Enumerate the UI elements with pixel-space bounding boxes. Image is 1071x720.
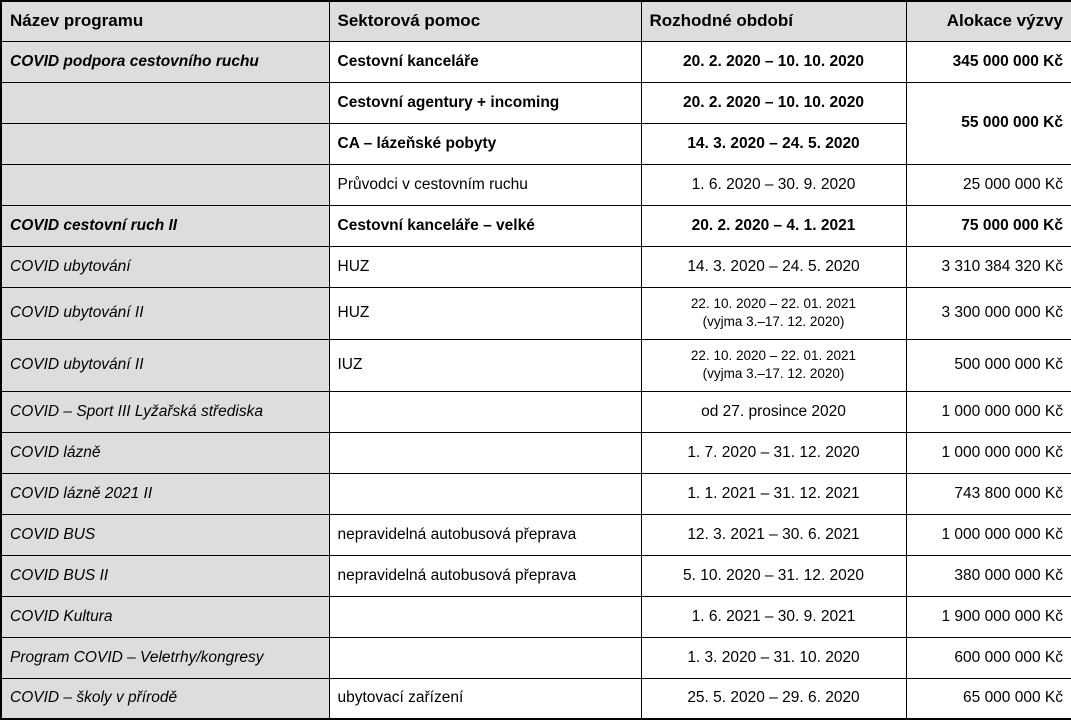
sector-cell: IUZ — [329, 339, 641, 391]
header-sector-aid: Sektorová pomoc — [329, 1, 641, 41]
sector-cell — [329, 596, 641, 637]
table-row — [1, 555, 1071, 596]
program-name-cell: COVID podpora cestovního ruchu — [1, 41, 329, 82]
table-row — [1, 596, 1071, 637]
allocation-cell: 1 000 000 000 Kč — [906, 514, 1071, 555]
sector-cell: HUZ — [329, 287, 641, 339]
period-cell: 5. 10. 2020 – 31. 12. 2020 — [641, 555, 906, 596]
allocation-cell: 1 000 000 000 Kč — [906, 432, 1071, 473]
sector-cell: Průvodci v cestovním ruchu — [329, 164, 641, 205]
sector-cell: CA – lázeňské pobyty — [329, 123, 641, 164]
period-cell: 20. 2. 2020 – 4. 1. 2021 — [641, 205, 906, 246]
period-cell — [641, 339, 906, 391]
table-row — [1, 205, 1071, 246]
table-row — [1, 514, 1071, 555]
allocation-cell: 25 000 000 Kč — [906, 164, 1071, 205]
sector-cell — [329, 432, 641, 473]
allocation-cell: 3 310 384 320 Kč — [906, 246, 1071, 287]
period-cell: 20. 2. 2020 – 10. 10. 2020 — [641, 41, 906, 82]
header-call-allocation: Alokace výzvy — [906, 1, 1071, 41]
table-row — [1, 164, 1071, 205]
sector-cell: Cestovní agentury + incoming — [329, 82, 641, 123]
period-cell: 1. 3. 2020 – 31. 10. 2020 — [641, 637, 906, 678]
program-name-cell: COVID cestovní ruch II — [1, 205, 329, 246]
allocation-cell: 345 000 000 Kč — [906, 41, 1071, 82]
allocation-cell: 380 000 000 Kč — [906, 555, 1071, 596]
header-program-name: Název programu — [1, 1, 329, 41]
allocation-cell: 1 000 000 000 Kč — [906, 391, 1071, 432]
period-cell: 25. 5. 2020 – 29. 6. 2020 — [641, 678, 906, 719]
allocation-cell-merged: 55 000 000 Kč — [906, 82, 1071, 164]
sector-cell: ubytovací zařízení — [329, 678, 641, 719]
table-row — [1, 678, 1071, 719]
table-row — [1, 391, 1071, 432]
period-cell: 20. 2. 2020 – 10. 10. 2020 — [641, 82, 906, 123]
period-line-1: 22. 10. 2020 – 22. 01. 2021 — [690, 348, 857, 364]
period-cell: 14. 3. 2020 – 24. 5. 2020 — [641, 246, 906, 287]
program-name-cell: COVID ubytování — [1, 246, 329, 287]
period-cell: 14. 3. 2020 – 24. 5. 2020 — [641, 123, 906, 164]
period-cell: 1. 1. 2021 – 31. 12. 2021 — [641, 473, 906, 514]
table-row — [1, 41, 1071, 82]
sector-cell — [329, 473, 641, 514]
program-name-cell: COVID BUS II — [1, 555, 329, 596]
period-line-1: 22. 10. 2020 – 22. 01. 2021 — [690, 296, 857, 312]
program-name-cell — [1, 123, 329, 164]
header-row — [1, 1, 1071, 41]
program-name-cell: COVID – školy v přírodě — [1, 678, 329, 719]
table-body — [1, 41, 1071, 719]
table-row — [1, 637, 1071, 678]
period-line-2: (vyjma 3.–17. 12. 2020) — [702, 366, 845, 381]
allocation-cell: 3 300 000 000 Kč — [906, 287, 1071, 339]
table-row — [1, 82, 1071, 123]
period-cell: od 27. prosince 2020 — [641, 391, 906, 432]
allocation-cell: 75 000 000 Kč — [906, 205, 1071, 246]
sector-cell: nepravidelná autobusová přeprava — [329, 555, 641, 596]
program-name-cell: COVID – Sport III Lyžařská střediska — [1, 391, 329, 432]
sector-cell: nepravidelná autobusová přeprava — [329, 514, 641, 555]
allocation-cell: 500 000 000 Kč — [906, 339, 1071, 391]
program-name-cell: COVID BUS — [1, 514, 329, 555]
allocation-cell: 65 000 000 Kč — [906, 678, 1071, 719]
program-name-cell: Program COVID – Veletrhy/kongresy — [1, 637, 329, 678]
sector-cell: Cestovní kanceláře – velké — [329, 205, 641, 246]
period-cell — [641, 287, 906, 339]
program-name-cell: COVID lázně — [1, 432, 329, 473]
program-name-cell — [1, 164, 329, 205]
program-name-cell: COVID ubytování II — [1, 287, 329, 339]
header-decisive-period: Rozhodné období — [641, 1, 906, 41]
sector-cell — [329, 637, 641, 678]
program-name-cell: COVID Kultura — [1, 596, 329, 637]
table-row — [1, 246, 1071, 287]
period-line-2: (vyjma 3.–17. 12. 2020) — [702, 314, 845, 329]
period-cell: 1. 7. 2020 – 31. 12. 2020 — [641, 432, 906, 473]
sector-cell: HUZ — [329, 246, 641, 287]
sector-cell: Cestovní kanceláře — [329, 41, 641, 82]
period-cell: 12. 3. 2021 – 30. 6. 2021 — [641, 514, 906, 555]
sector-cell — [329, 391, 641, 432]
program-name-cell: COVID ubytování II — [1, 339, 329, 391]
allocation-cell: 600 000 000 Kč — [906, 637, 1071, 678]
table-row — [1, 287, 1071, 339]
table-row — [1, 339, 1071, 391]
program-name-cell — [1, 82, 329, 123]
allocation-cell: 743 800 000 Kč — [906, 473, 1071, 514]
table-header — [1, 1, 1071, 41]
allocation-cell: 1 900 000 000 Kč — [906, 596, 1071, 637]
program-name-cell: COVID lázně 2021 II — [1, 473, 329, 514]
period-cell: 1. 6. 2020 – 30. 9. 2020 — [641, 164, 906, 205]
table-row — [1, 432, 1071, 473]
table-row — [1, 473, 1071, 514]
period-cell: 1. 6. 2021 – 30. 9. 2021 — [641, 596, 906, 637]
